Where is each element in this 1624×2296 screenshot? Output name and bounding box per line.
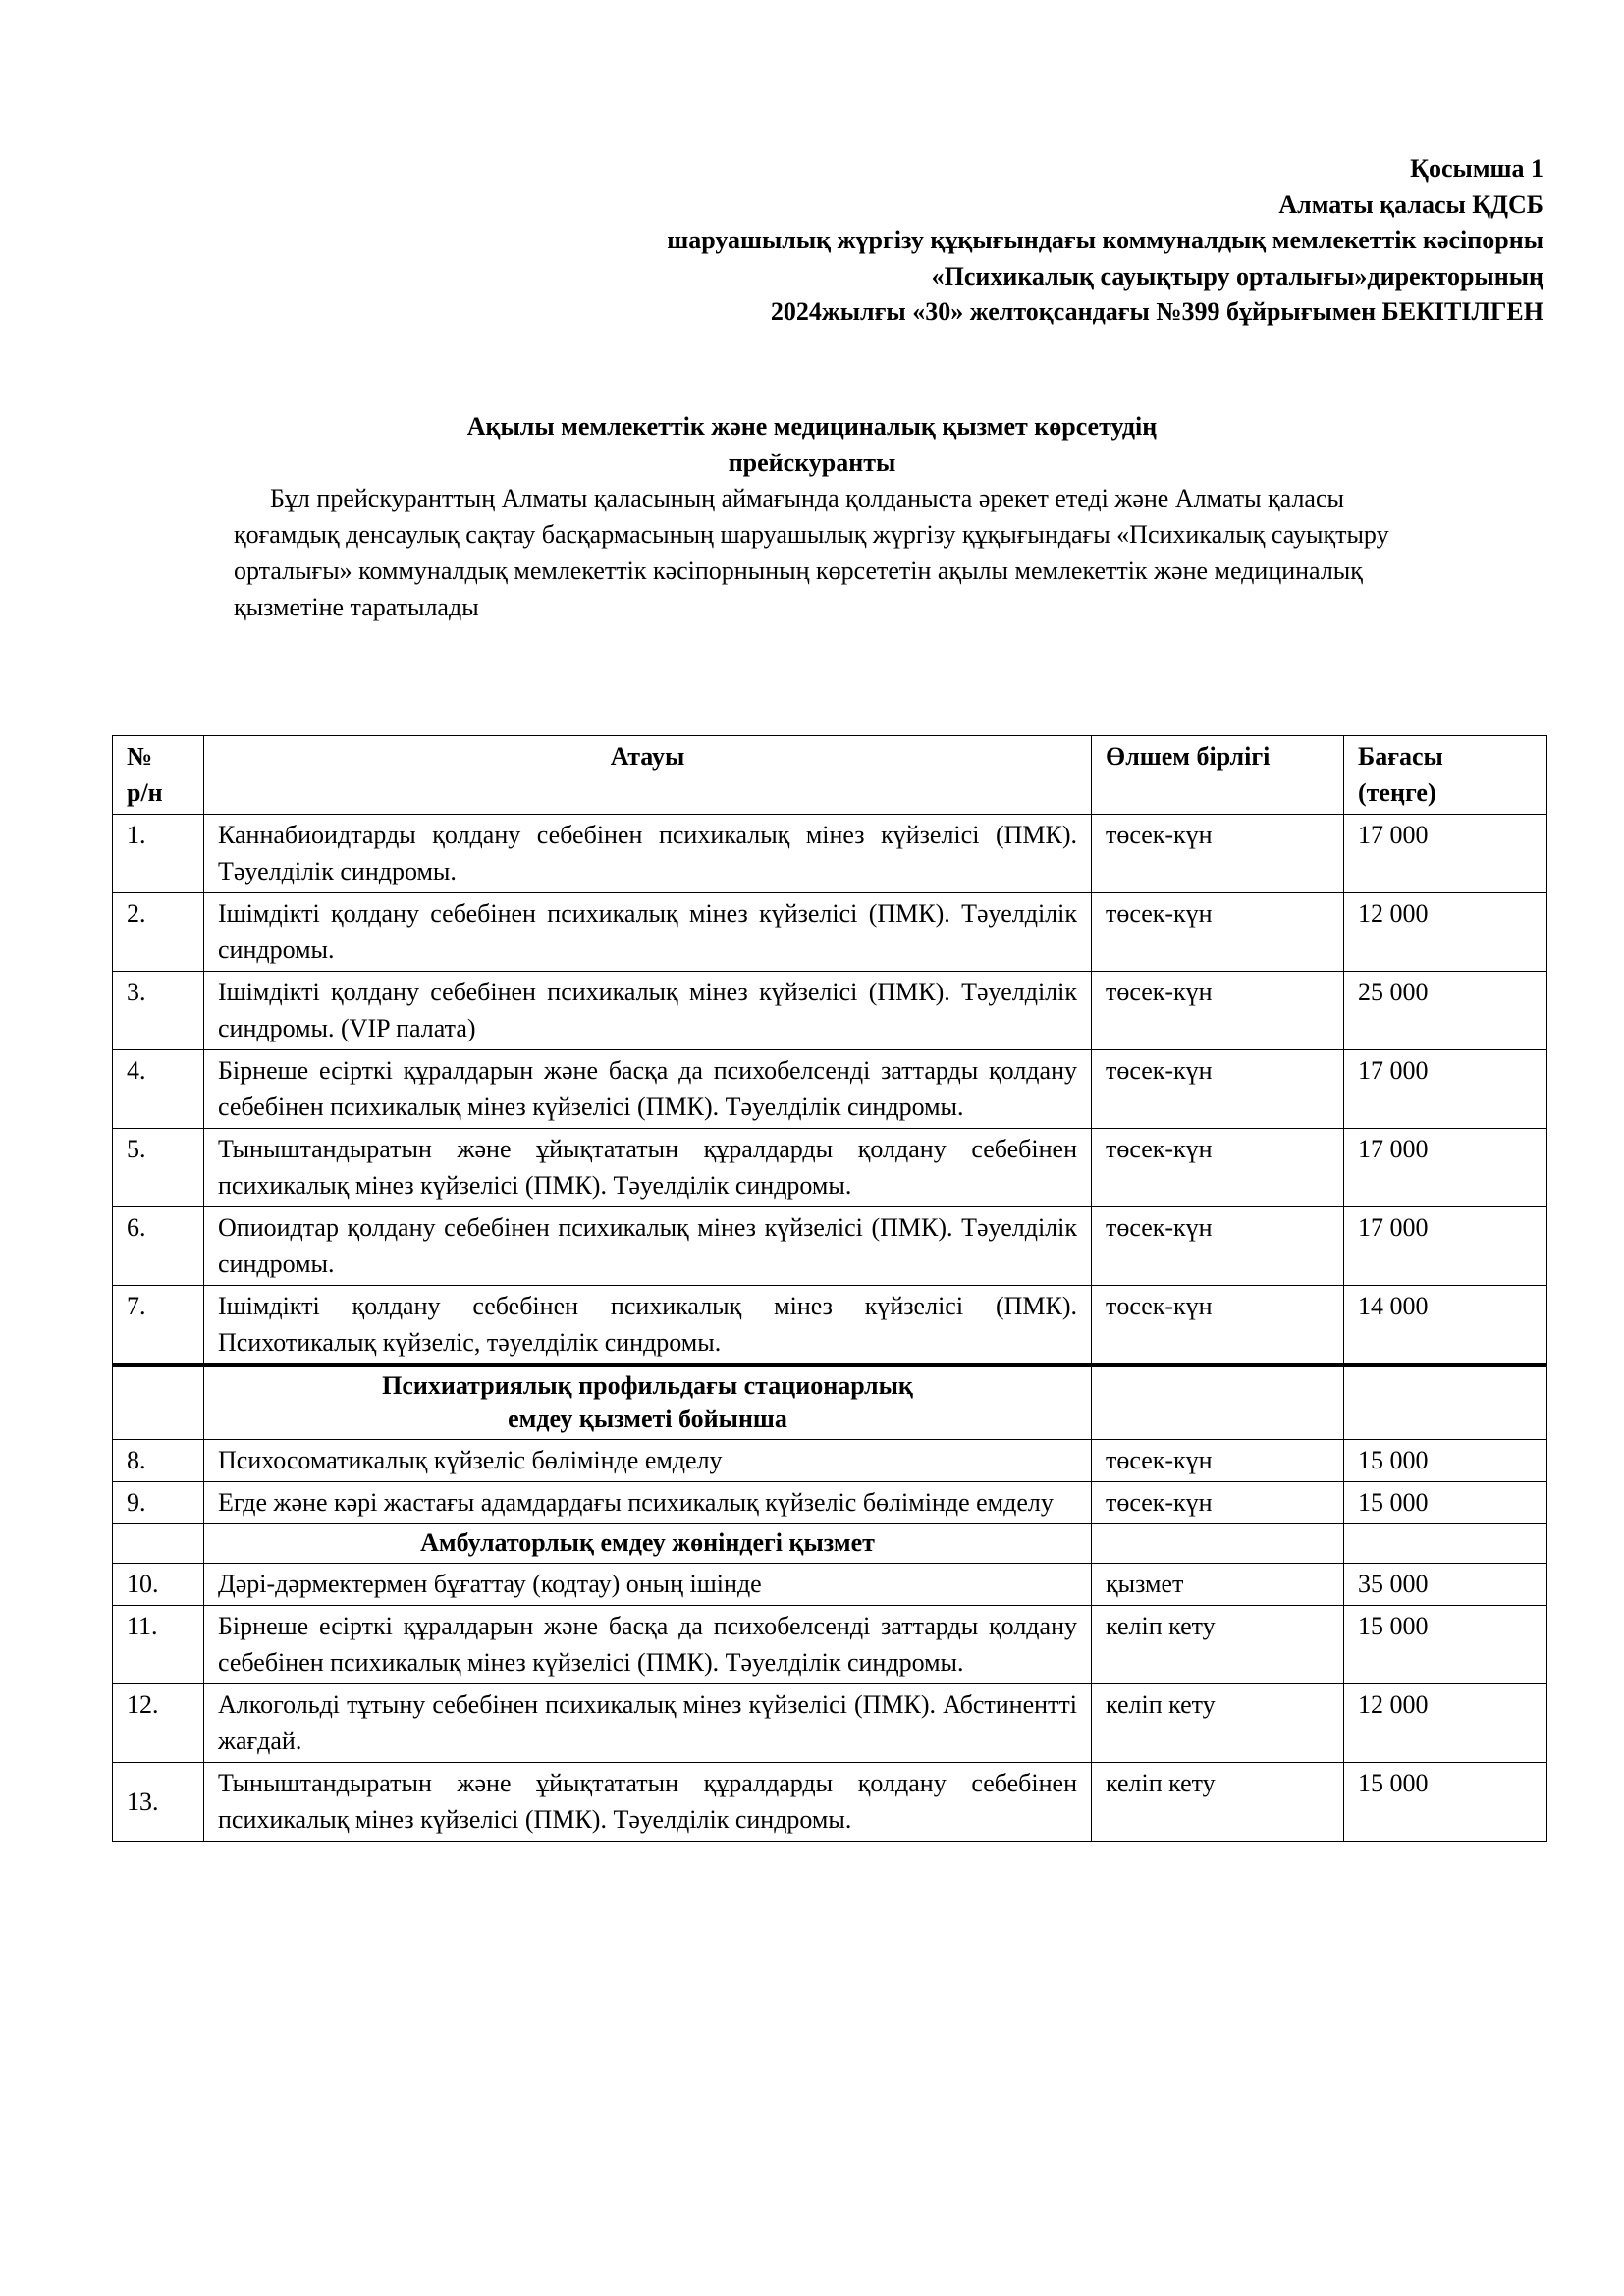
row-num: 1.	[113, 815, 204, 893]
row-name: Тыныштандыратын және ұйықтататын құралдарды қолдану себебінен психикалық мінез күйзелісі (ПМК). Тәуелділік синдромы.	[204, 1129, 1092, 1207]
header-name: Атауы	[204, 736, 1092, 815]
table-row	[113, 1286, 1547, 1366]
row-name: Психосоматикалық күйзеліс бөлімінде емделу	[204, 1440, 1092, 1482]
table-row	[113, 1207, 1547, 1286]
row-name: Тыныштандыратын және ұйықтататын құралдарды қолдану себебінен психикалық мінез күйзелісі (ПМК). Тәуелділік синдромы.	[204, 1763, 1092, 1842]
table-row	[113, 1440, 1547, 1482]
intro-paragraph	[234, 480, 1510, 625]
section-empty-price	[1344, 1524, 1547, 1564]
row-unit: төсек-күн	[1092, 1050, 1344, 1129]
section-title-outpatient: Амбулаторлық емдеу жөніндегі қызмет	[204, 1524, 1092, 1564]
row-name: Дәрі-дәрмектермен бұғаттау (кодтау) оның ішінде	[204, 1564, 1092, 1606]
section-empty-price	[1344, 1365, 1547, 1440]
intro-line-3: орталығы» коммуналдық мемлекеттік кәсіпорнының көрсететін ақылы мемлекеттік және медициналық	[234, 557, 1363, 585]
header-line-director: «Психикалық сауықтыру орталығы»директорының	[931, 261, 1543, 291]
header-price: Бағасы (теңге)	[1344, 736, 1547, 815]
approval-header	[365, 151, 1543, 331]
intro-line-1: Бұл прейскуранттың Алматы қаласының аймағында қолданыста әрекет етеді және Алматы қаласы	[270, 484, 1344, 512]
row-unit: келіп кету	[1092, 1684, 1344, 1763]
row-unit: келіп кету	[1092, 1763, 1344, 1842]
title-line-1: Ақылы мемлекеттік және медициналық қызмет көрсетудің	[466, 412, 1158, 441]
row-price: 12 000	[1344, 1684, 1547, 1763]
header-unit: Өлшем бірлігі	[1092, 736, 1344, 815]
header-line-enterprise: шаруашылық жүргізу құқығындағы коммуналдық мемлекеттік кәсіпорны	[667, 226, 1543, 254]
row-name: Ішімдікті қолдану себебінен психикалық мінез күйзелісі (ПМК). Тәуелділік синдромы.	[204, 893, 1092, 972]
row-name: Каннабиоидтарды қолдану себебінен психикалық мінез күйзелісі (ПМК). Тәуелділік синдромы.	[204, 815, 1092, 893]
row-name: Егде және кәрі жастағы адамдардағы психикалық күйзеліс бөлімінде емделу	[204, 1482, 1092, 1524]
row-num: 5.	[113, 1129, 204, 1207]
row-price: 15 000	[1344, 1482, 1547, 1524]
section-title-inpatient: Психиатриялық профильдағы стационарлық емдеу қызметі бойынша	[204, 1365, 1092, 1440]
row-name: Бірнеше есірткі құралдарын және басқа да психобелсенді заттарды қолдану себебінен психикалық мінез күйзелісі (ПМК). Тәуелділік синдромы.	[204, 1050, 1092, 1129]
row-num: 11.	[113, 1606, 204, 1684]
title-line-2: прейскуранты	[728, 449, 896, 477]
row-price: 14 000	[1344, 1286, 1547, 1366]
intro-line-4: қызметіне таратылады	[234, 593, 479, 621]
table-row	[113, 815, 1547, 893]
header-line-order: 2024жылғы «30» желтоқсандағы №399 бұйрығымен БЕКІТІЛГЕН	[770, 297, 1543, 326]
row-price: 15 000	[1344, 1606, 1547, 1684]
price-table	[112, 735, 1547, 1842]
document-title	[0, 408, 1624, 481]
section-empty-unit	[1092, 1524, 1344, 1564]
row-price: 17 000	[1344, 1207, 1547, 1286]
table-row	[113, 893, 1547, 972]
row-unit: төсек-күн	[1092, 972, 1344, 1050]
row-price: 25 000	[1344, 972, 1547, 1050]
table-row	[113, 1129, 1547, 1207]
price-table-body	[113, 736, 1547, 1842]
table-row	[113, 1564, 1547, 1606]
row-unit: төсек-күн	[1092, 1286, 1344, 1366]
row-num: 4.	[113, 1050, 204, 1129]
row-unit: келіп кету	[1092, 1606, 1344, 1684]
row-num: 6.	[113, 1207, 204, 1286]
row-price: 12 000	[1344, 893, 1547, 972]
table-row	[113, 1050, 1547, 1129]
table-row	[113, 1684, 1547, 1763]
row-unit: төсек-күн	[1092, 1207, 1344, 1286]
row-unit: төсек-күн	[1092, 893, 1344, 972]
row-price: 17 000	[1344, 815, 1547, 893]
row-name: Ішімдікті қолдану себебінен психикалық мінез күйзелісі (ПМК). Психотикалық күйзеліс, тәуелділік синдромы.	[204, 1286, 1092, 1366]
table-row	[113, 972, 1547, 1050]
table-row	[113, 1606, 1547, 1684]
section-row-outpatient	[113, 1524, 1547, 1564]
row-num: 2.	[113, 893, 204, 972]
row-price: 15 000	[1344, 1763, 1547, 1842]
section-empty-unit	[1092, 1365, 1344, 1440]
intro-line-2: қоғамдық денсаулық сақтау басқармасының шаруашылық жүргізу құқығындағы «Психикалық сауықтыру	[234, 520, 1389, 549]
header-line-authority: Алматы қаласы ҚДСБ	[1278, 189, 1543, 219]
section-empty-num	[113, 1365, 204, 1440]
row-price: 15 000	[1344, 1440, 1547, 1482]
row-name: Алкогольді тұтыну себебінен психикалық мінез күйзелісі (ПМК). Абстинентті жағдай.	[204, 1684, 1092, 1763]
row-num: 10.	[113, 1564, 204, 1606]
table-header-row	[113, 736, 1547, 815]
table-row	[113, 1763, 1547, 1842]
section-empty-num	[113, 1524, 204, 1564]
row-unit: төсек-күн	[1092, 1129, 1344, 1207]
row-name: Ішімдікті қолдану себебінен психикалық мінез күйзелісі (ПМК). Тәуелділік синдромы. (VIP палата)	[204, 972, 1092, 1050]
row-num: 7.	[113, 1286, 204, 1366]
header-num: № р/н	[113, 736, 204, 815]
header-line-appendix: Қосымша 1	[1410, 154, 1543, 183]
row-unit: төсек-күн	[1092, 1482, 1344, 1524]
row-unit: төсек-күн	[1092, 815, 1344, 893]
row-name: Опиоидтар қолдану себебінен психикалық мінез күйзелісі (ПМК). Тәуелділік синдромы.	[204, 1207, 1092, 1286]
row-num: 13.	[113, 1763, 204, 1842]
section-row-inpatient	[113, 1365, 1547, 1440]
table-row	[113, 1482, 1547, 1524]
row-num: 9.	[113, 1482, 204, 1524]
row-num: 12.	[113, 1684, 204, 1763]
row-unit: төсек-күн	[1092, 1440, 1344, 1482]
row-price: 17 000	[1344, 1129, 1547, 1207]
row-price: 17 000	[1344, 1050, 1547, 1129]
row-num: 3.	[113, 972, 204, 1050]
row-price: 35 000	[1344, 1564, 1547, 1606]
row-unit: қызмет	[1092, 1564, 1344, 1606]
row-name: Бірнеше есірткі құралдарын және басқа да психобелсенді заттарды қолдану себебінен психикалық мінез күйзелісі (ПМК). Тәуелділік синдромы.	[204, 1606, 1092, 1684]
row-num: 8.	[113, 1440, 204, 1482]
